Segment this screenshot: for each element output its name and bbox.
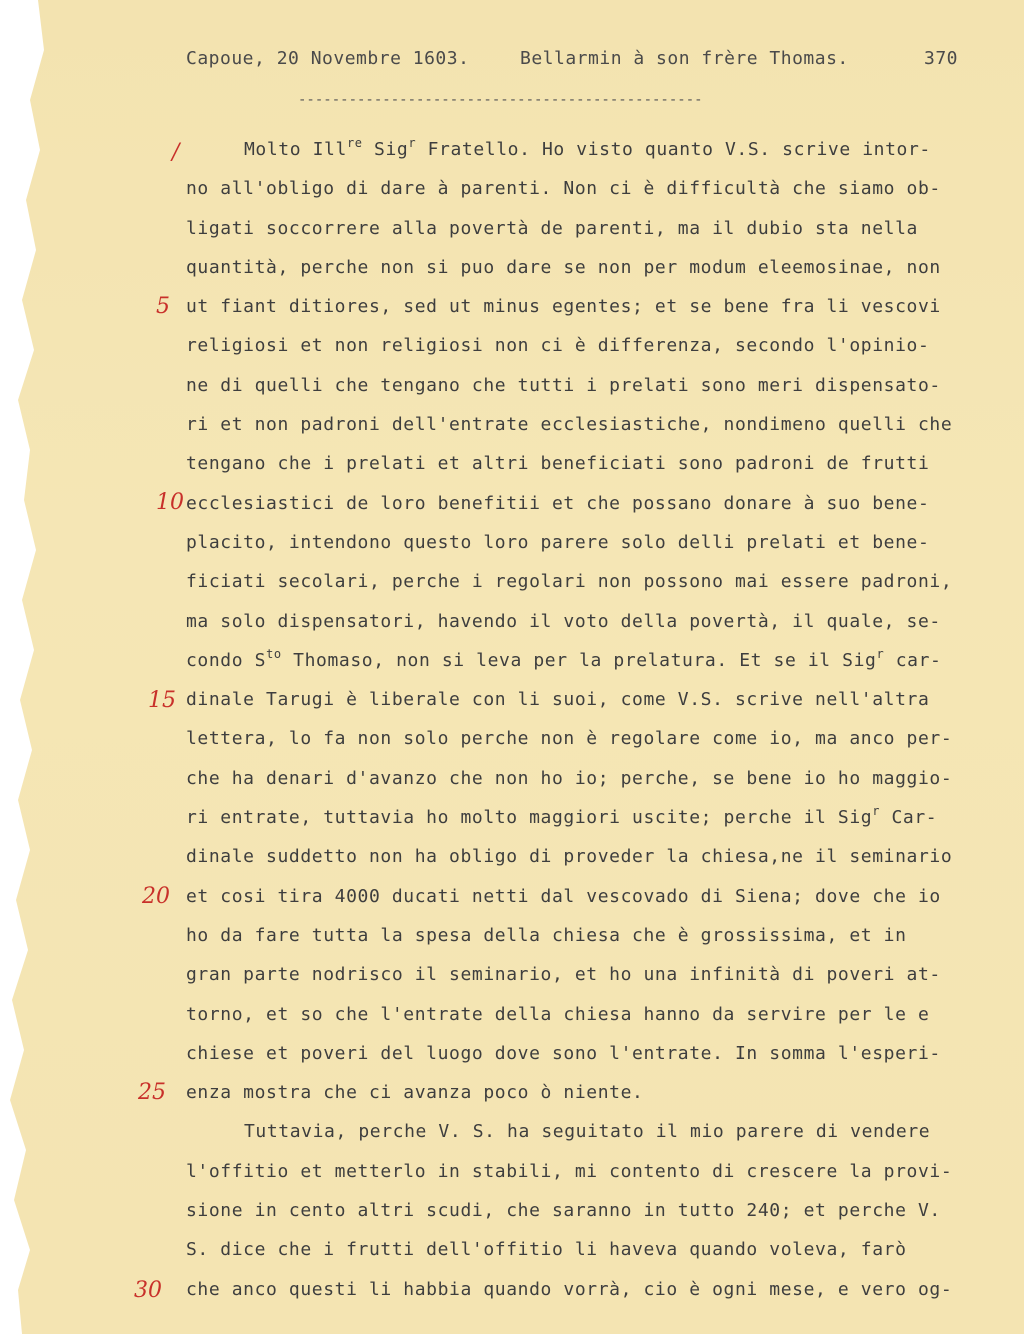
header-correspondents: Bellarmin à son frère Thomas. (520, 48, 849, 69)
text-line: S. dice che i frutti dell'offitio li haveva quando voleva, farò (186, 1239, 907, 1261)
text-line: ut fiant ditiores, sed ut minus egentes; et se bene fra li vescovi (186, 296, 941, 318)
text-segment: Car- (880, 807, 938, 829)
text-line: sione in cento altri scudi, che saranno in tutto 240; et perche V. (186, 1200, 941, 1222)
text-line: ligati soccorrere alla povertà de parenti, ma il dubio sta nella (186, 217, 918, 239)
text-line: placito, intendono questo loro parere solo delli prelati et bene- (186, 531, 930, 553)
text-line: ficiati secolari, perche i regolari non possono mai essere padroni, (186, 571, 953, 593)
text-line: ri et non padroni dell'entrate ecclesiastiche, nondimeno quelli che (186, 414, 953, 436)
header-place-date: Capoue, 20 Novembre 1603. (186, 48, 470, 69)
page-header (186, 48, 958, 76)
margin-line-number: 15 (148, 688, 176, 713)
text-line: chiese et poveri del luogo dove sono l'entrate. In somma l'esperi- (186, 1042, 941, 1064)
text-segment: Fratello. Ho visto quanto V.S. scrive intor- (416, 139, 931, 160)
text-line (186, 132, 996, 171)
superscript: to (266, 646, 282, 661)
margin-line-number: / (172, 140, 180, 165)
header-rule: ------------------------------------------------ (298, 92, 703, 108)
superscript: re (346, 136, 363, 150)
text-line: l'offitio et metterlo in stabili, mi contento di crescere la provi- (186, 1160, 953, 1182)
text-line: tengano che i prelati et altri beneficiati sono padroni de frutti (186, 453, 930, 475)
text-line: et cosi tira 4000 ducati netti dal vescovado di Siena; dove che io (186, 885, 941, 907)
letter-body (186, 132, 996, 1311)
text-line: lettera, lo fa non solo perche non è regolare come io, ma anco per- (186, 728, 953, 750)
text-segment: car- (884, 649, 942, 671)
text-segment: ri entrate, tuttavia ho molto maggiori uscite; perche il Sig (186, 807, 873, 829)
margin-line-number: 20 (142, 884, 170, 909)
superscript: r (408, 136, 417, 150)
margin-line-number: 5 (156, 294, 170, 319)
text-line: enza mostra che ci avanza poco ò niente. (186, 1082, 644, 1104)
text-line: religiosi et non religiosi non ci è differenza, secondo l'opinio- (186, 335, 930, 357)
text-line: quantità, perche non si puo dare se non per modum eleemosinae, non (186, 256, 941, 278)
text-line: che anco questi li habbia quando vorrà, cio è ogni mese, e vero og- (186, 1278, 953, 1300)
text-line: Tuttavia, perche V. S. ha seguitato il mio parere di vendere (244, 1121, 931, 1143)
text-line (186, 643, 996, 682)
margin-line-number: 25 (138, 1080, 166, 1105)
text-line (186, 800, 996, 839)
superscript: r (876, 646, 885, 661)
text-segment: condo S (186, 649, 267, 671)
text-line: dinale suddetto non ha obligo di proveder la chiesa,ne il seminario (186, 846, 953, 868)
text-line: ne di quelli che tengano che tutti i prelati sono meri dispensato- (186, 374, 941, 396)
margin-line-number: 10 (156, 490, 184, 515)
text-segment: Thomaso, non si leva per la prelatura. Et se il Sig (281, 649, 877, 671)
text-line: ecclesiastici de loro benefitii et che possano donare à suo bene- (186, 492, 930, 514)
text-line: dinale Tarugi è liberale con li suoi, come V.S. scrive nell'altra (186, 689, 930, 711)
text-line: torno, et so che l'entrate della chiesa hanno da servire per le e (186, 1003, 930, 1025)
text-line: che ha denari d'avanzo che non ho io; perche, se bene io ho maggio- (186, 767, 953, 789)
superscript: r (872, 804, 881, 819)
text-line: no all'obligo di dare à parenti. Non ci è difficultà che siamo ob- (186, 178, 941, 200)
text-line: ho da fare tutta la spesa della chiesa che è grossissima, et in (186, 924, 907, 946)
text-segment: Molto Ill (244, 139, 347, 160)
text-segment: Sig (362, 139, 409, 160)
text-line: ma solo dispensatori, havendo il voto della povertà, il quale, se- (186, 610, 941, 632)
header-letter-number: 370 (923, 48, 958, 69)
text-line: gran parte nodrisco il seminario, et ho una infinità di poveri at- (186, 964, 941, 986)
margin-line-number: 30 (134, 1278, 162, 1303)
